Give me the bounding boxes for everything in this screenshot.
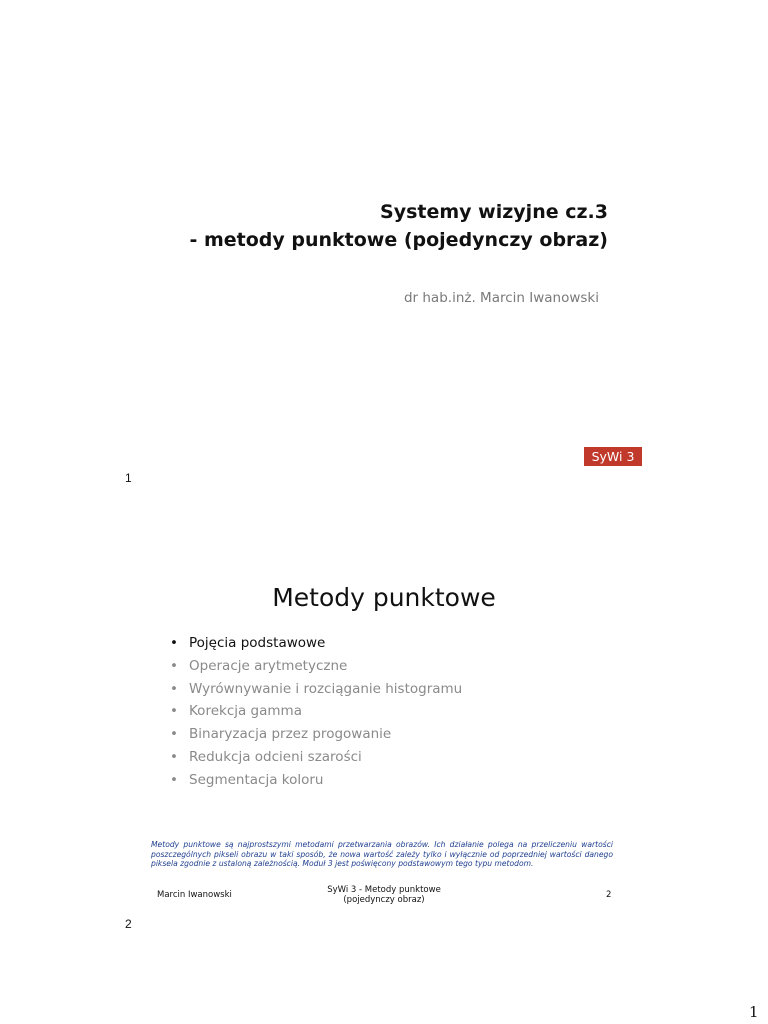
bullet-item xyxy=(170,723,462,746)
bullet-dot-icon: • xyxy=(170,748,178,765)
bullet-dot-icon: • xyxy=(170,703,178,720)
bullet-dot-icon: • xyxy=(170,635,178,651)
slide2-footer-page: 2 xyxy=(606,890,612,900)
bullet-text: Binaryzacja przez progowanie xyxy=(189,726,392,743)
bullet-item xyxy=(170,655,462,678)
bullet-list xyxy=(170,632,462,792)
bullet-dot-icon: • xyxy=(170,726,178,743)
bullet-dot-icon: • xyxy=(170,657,178,674)
slide2-footer-author: Marcin Iwanowski xyxy=(157,890,232,900)
bullet-text: Segmentacja koloru xyxy=(189,771,324,788)
bullet-item xyxy=(170,746,462,769)
slide1-number: 1 xyxy=(125,471,132,485)
slide1-title-line2: - metody punktowe (pojedynczy obraz) xyxy=(189,229,608,251)
slide2-footer-title-line2: (pojedynczy obraz) xyxy=(343,895,425,905)
bullet-item xyxy=(170,700,462,723)
bullet-text: Wyrównywanie i rozciąganie histogramu xyxy=(189,680,463,697)
bullet-item xyxy=(170,678,462,701)
bullet-text: Korekcja gamma xyxy=(189,703,302,720)
bullet-text: Redukcja odcieni szarości xyxy=(189,748,362,765)
bullet-text: Pojęcia podstawowe xyxy=(189,635,326,651)
slide2-note: Metody punktowe są najprostszymi metodami przetwarzania obrazów. Ich działanie polega na przeliczeniu wartości poszczególnych pikseli obrazu w taki sposób, że nowa wartość zależy tylko i wyłącznie od poprzedniej wartości danego piksela zgodnie z ustaloną zależnością. Moduł 3 jest poświęcony podstawowym tego typu metodom. xyxy=(151,840,613,869)
bullet-item xyxy=(170,769,462,792)
slide2-number: 2 xyxy=(125,917,132,931)
slide2-footer-title-line1: SyWi 3 - Metody punktowe xyxy=(327,885,441,895)
bullet-item xyxy=(170,632,462,655)
bullet-text: Operacje arytmetyczne xyxy=(189,657,348,674)
course-badge: SyWi 3 xyxy=(584,447,642,466)
bullet-dot-icon: • xyxy=(170,680,178,697)
bullet-dot-icon: • xyxy=(170,771,178,788)
page-number: 1 xyxy=(749,1003,759,1021)
slide1-title xyxy=(189,198,608,254)
slide1-author: dr hab.inż. Marcin Iwanowski xyxy=(403,290,599,306)
slide1-title-line1: Systemy wizyjne cz.3 xyxy=(380,201,608,223)
slide2-footer-title xyxy=(304,885,464,905)
slide2-title: Metody punktowe xyxy=(272,583,496,612)
